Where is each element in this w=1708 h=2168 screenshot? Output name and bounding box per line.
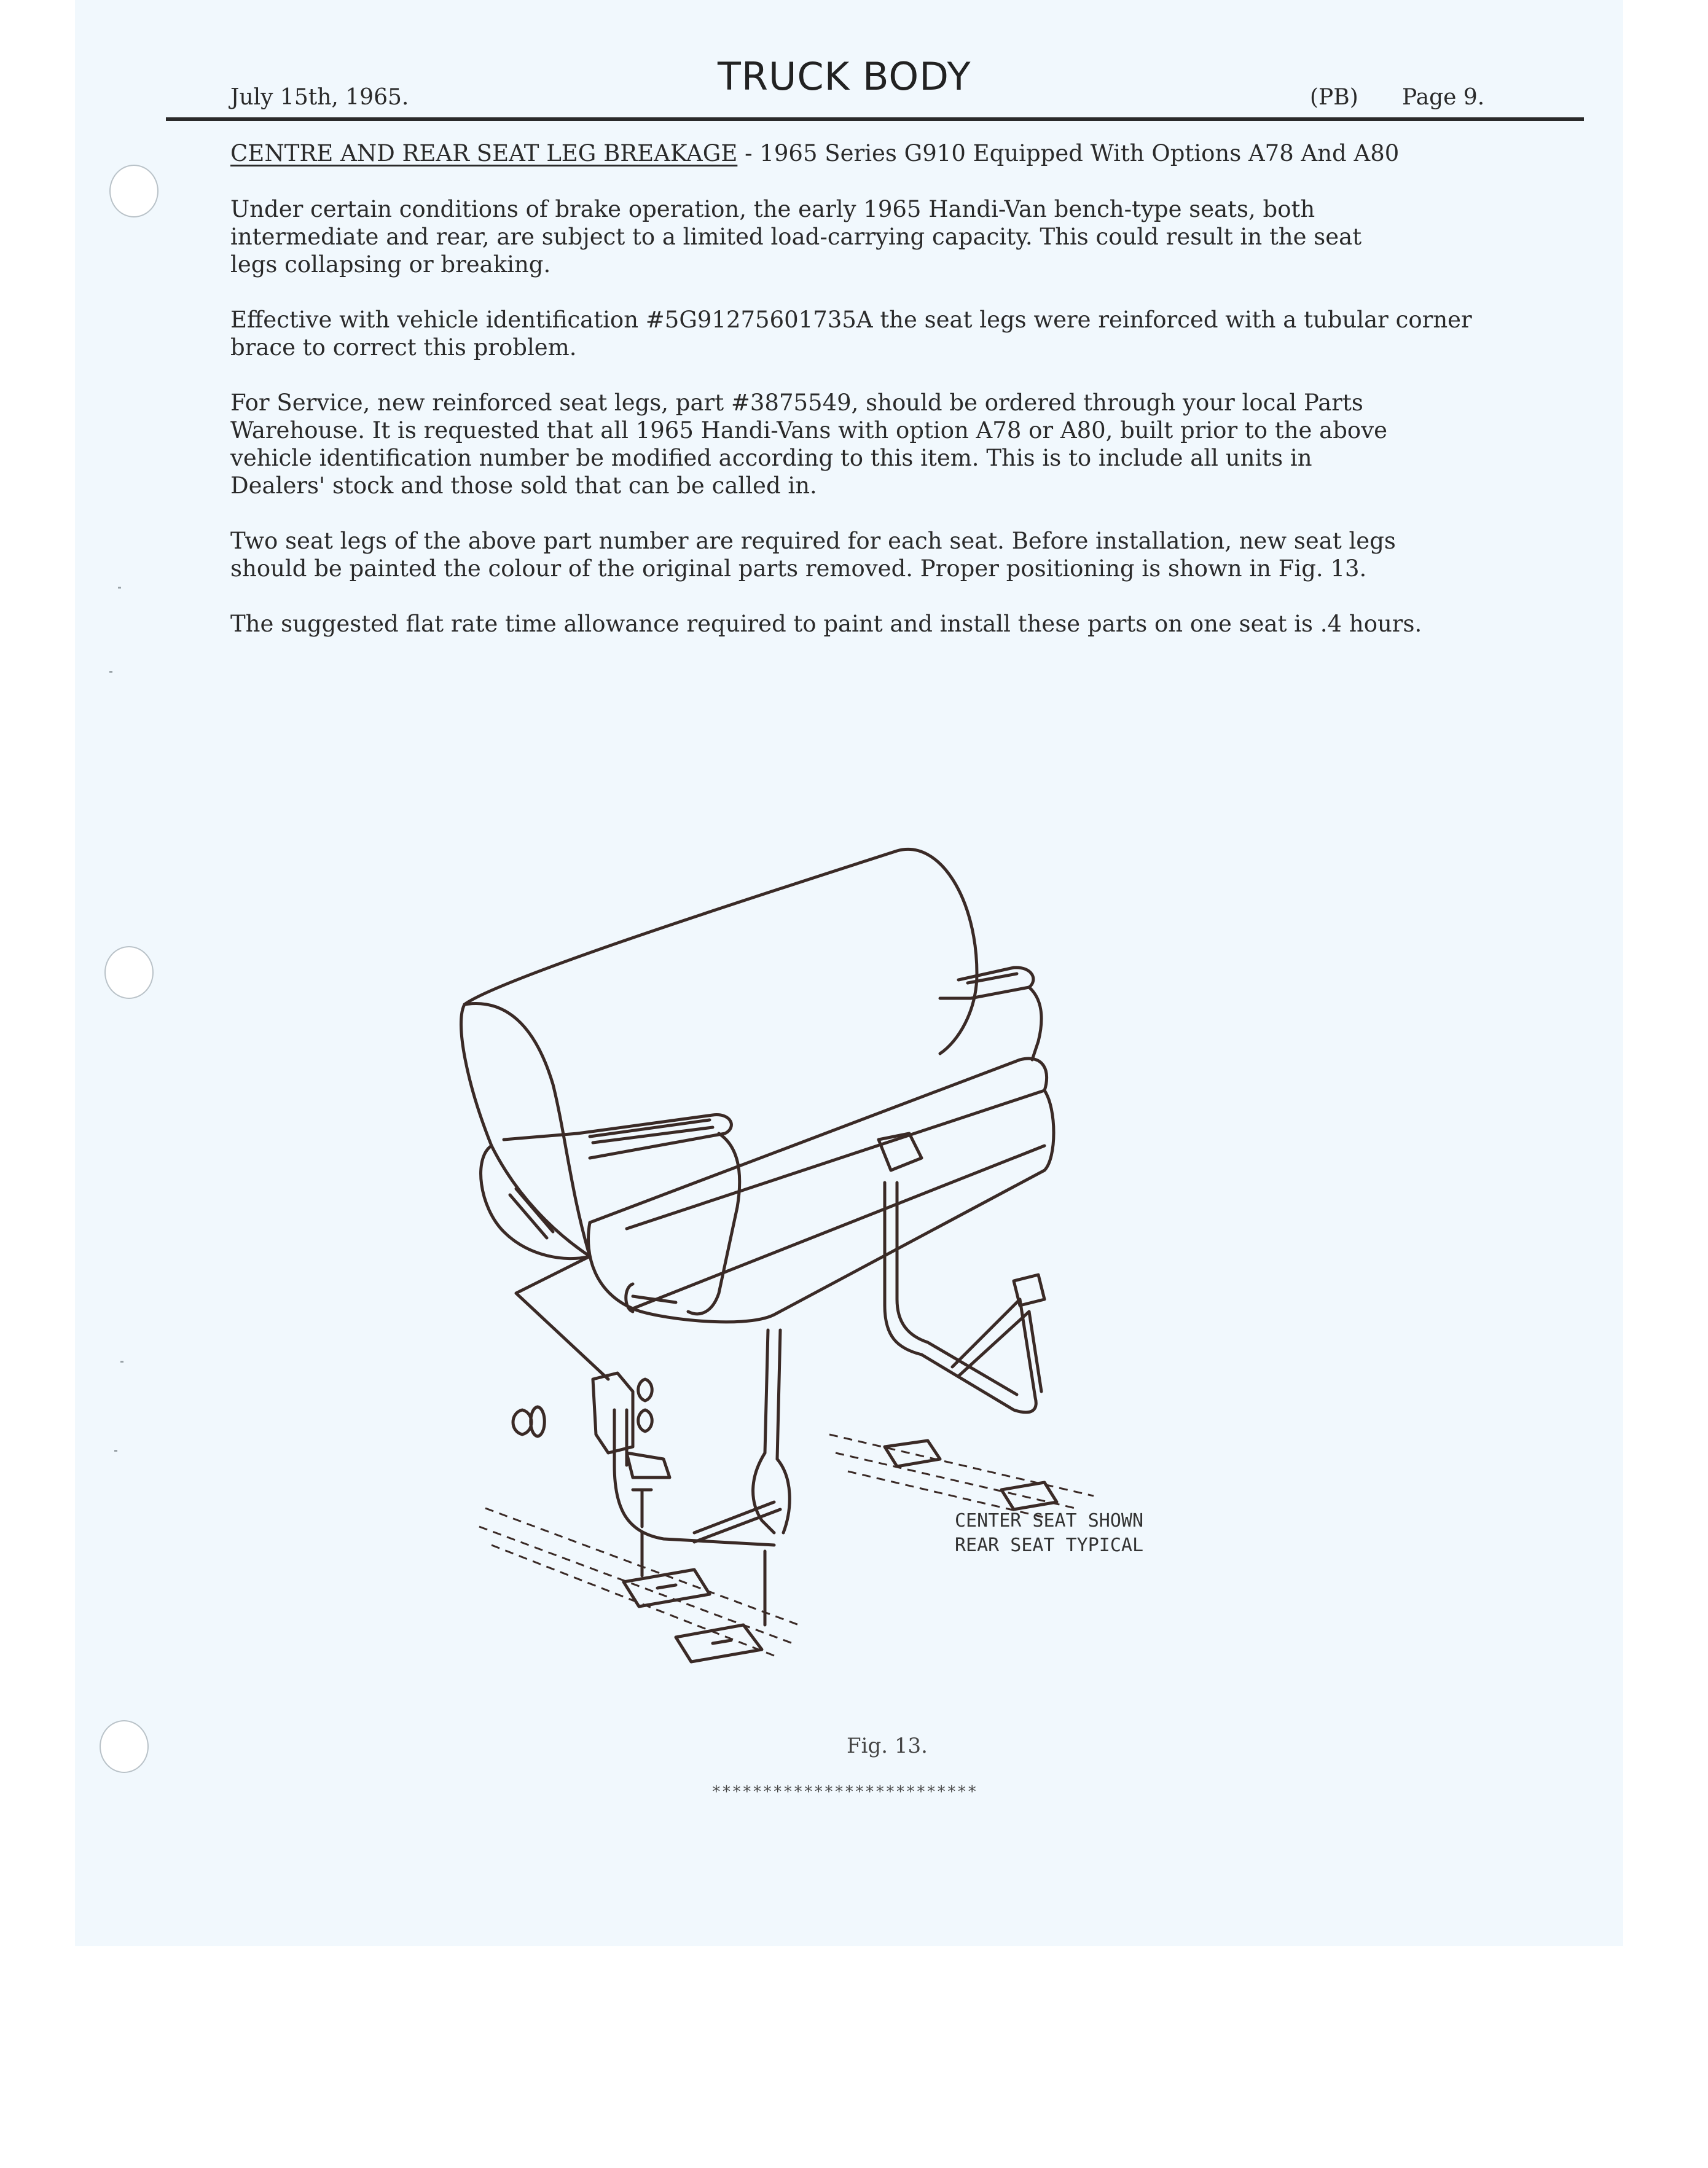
left-side-bracket — [481, 1146, 590, 1259]
headline-subject: - 1965 Series G910 Equipped With Options A78 And A80 — [737, 140, 1400, 166]
paragraph-service — [230, 389, 1594, 499]
paragraph-time-allowance — [230, 610, 1594, 638]
floor-pad-rear-left — [885, 1441, 940, 1466]
end-separator: ************************** — [711, 1783, 977, 1801]
header-title: TRUCK BODY — [718, 54, 971, 99]
header-rule — [166, 117, 1584, 121]
paragraph-line: legs collapsing or breaking. — [230, 251, 551, 278]
seat-back-panel — [464, 1004, 590, 1256]
nut-stack-right — [638, 1379, 652, 1431]
seat-back — [464, 849, 977, 1054]
paper-speck — [118, 587, 121, 589]
paragraph-conditions — [230, 195, 1594, 278]
paper-speck — [120, 1361, 123, 1363]
paragraph-line: should be painted the colour of the original parts removed. Proper positioning is shown in Fig. 13. — [230, 555, 1367, 582]
seat-cushion-seam — [633, 1146, 1044, 1309]
figure-label: Fig. 13. — [847, 1734, 928, 1758]
paper-speck — [114, 1450, 117, 1452]
paragraph-line: brace to correct this problem. — [230, 334, 577, 361]
headline-topic: CENTRE AND REAR SEAT LEG BREAKAGE — [230, 140, 738, 166]
front-leg-foot — [753, 1453, 790, 1533]
header-code: (PB) — [1310, 85, 1358, 110]
punch-hole-middle — [104, 946, 154, 999]
paragraph-line: vehicle identification number be modified according to this item. This is to include all units in — [230, 445, 1312, 471]
header-page-number: Page 9. — [1402, 85, 1485, 110]
figure-caption — [955, 1509, 1143, 1558]
paragraph-line: For Service, new reinforced seat legs, part #3875549, should be ordered through your local Parts — [230, 389, 1363, 416]
bulletin-headline — [230, 140, 1399, 166]
paragraph-line: Effective with vehicle identification #5G91275601735A the seat legs were reinforced with a tubular corner — [230, 307, 1472, 333]
rear-seat-leg — [885, 1183, 1036, 1412]
bolt-washer-left — [513, 1407, 544, 1436]
front-leg-brace — [694, 1502, 780, 1542]
paragraph-line: Dealers' stock and those sold that can be called in. — [230, 472, 817, 499]
rear-floor-track-2 — [836, 1453, 1075, 1508]
bench-seat-diagram — [430, 826, 1278, 1680]
seat-cushion-front — [589, 1090, 1054, 1322]
paragraph-installation — [230, 527, 1594, 582]
paragraph-effective — [230, 306, 1594, 361]
seat-back-left-edge — [461, 1004, 590, 1256]
floor-plate-bracket — [627, 1453, 670, 1477]
front-floor-track-3 — [492, 1545, 774, 1656]
paper-speck — [109, 671, 112, 673]
caption-line-center: CENTER SEAT SHOWN — [955, 1510, 1144, 1532]
mounting-bolt — [633, 1490, 651, 1527]
floor-pad-rear-right — [1001, 1482, 1057, 1509]
front-seat-leg — [765, 1330, 780, 1459]
punch-hole-bottom — [100, 1720, 149, 1773]
paragraph-line: intermediate and rear, are subject to a limited load-carrying capacity. This could result in the seat — [230, 224, 1362, 250]
rear-leg-upright — [1014, 1275, 1044, 1398]
header-date: July 15th, 1965. — [230, 85, 409, 110]
paragraph-line: Warehouse. It is requested that all 1965 Handi-Vans with option A78 or A80, built prior to the above — [230, 417, 1387, 444]
bracket-leader-line — [516, 1256, 608, 1379]
punch-hole-top — [109, 165, 159, 217]
right-armrest-frame — [940, 987, 1041, 1060]
paragraph-line: The suggested flat rate time allowance required to paint and install these parts on one seat is .4 hours. — [230, 611, 1422, 637]
front-leg-vertical — [614, 1410, 627, 1465]
seat-cushion-front-top — [627, 1090, 1044, 1229]
left-bracket-slots — [510, 1189, 553, 1238]
paragraph-line: Two seat legs of the above part number are required for each seat. Before installation, new seat legs — [230, 528, 1396, 554]
rear-floor-track-1 — [829, 1434, 1094, 1496]
caption-line-rear: REAR SEAT TYPICAL — [955, 1535, 1144, 1556]
paragraph-line: Under certain conditions of brake operation, the early 1965 Handi-Van bench-type seats, both — [230, 196, 1315, 222]
seat-cushion-top — [590, 1059, 1047, 1223]
left-armrest-frame — [504, 1133, 740, 1314]
